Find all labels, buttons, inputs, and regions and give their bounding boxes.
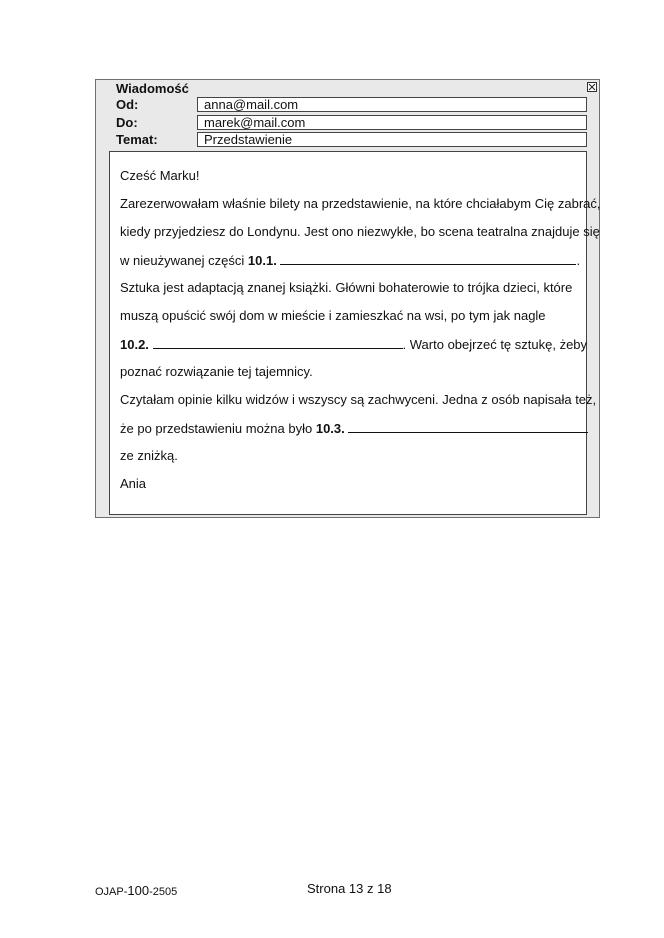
letter-line: Zarezerwowałam właśnie bilety na przedstawienie, na które chciałabym Cię zabrać, xyxy=(120,196,601,211)
letter-line: Sztuka jest adaptacją znanej książki. Główni bohaterowie to trójka dzieci, które xyxy=(120,280,573,295)
gap-answer-10-1[interactable] xyxy=(280,252,576,265)
letter-line: poznać rozwiązanie tej tajemnicy. xyxy=(120,364,313,379)
exam-code-suffix: -2505 xyxy=(149,886,178,898)
letter-line xyxy=(120,252,580,268)
exam-code xyxy=(95,883,177,898)
letter-line: Czytałam opinie kilku widzów i wszyscy są zachwyceni. Jedna z osób napisała też, xyxy=(120,392,597,407)
subject-field[interactable]: Przedstawienie xyxy=(197,132,587,147)
close-button[interactable] xyxy=(587,82,597,92)
exam-code-number: 100 xyxy=(127,883,150,898)
letter-text: w nieużywanej części xyxy=(120,253,248,268)
window-title: Wiadomość xyxy=(116,81,189,96)
gap-answer-10-2[interactable] xyxy=(153,336,403,349)
close-icon xyxy=(588,83,596,91)
from-field[interactable]: anna@mail.com xyxy=(197,97,587,112)
exam-code-prefix: OJAP- xyxy=(95,886,128,898)
gap-number: 10.2. xyxy=(120,337,149,352)
letter-line: ze zniżką. xyxy=(120,448,178,463)
to-label: Do: xyxy=(116,115,138,130)
gap-number: 10.1. xyxy=(247,253,277,268)
greeting: Cześć Marku! xyxy=(120,168,200,183)
subject-label: Temat: xyxy=(116,132,158,147)
letter-text: . xyxy=(576,253,581,268)
gap-answer-10-3[interactable] xyxy=(348,420,588,433)
message-window xyxy=(95,79,600,518)
message-body[interactable] xyxy=(109,151,601,515)
to-field[interactable]: marek@mail.com xyxy=(197,115,587,130)
letter-text: że po przedstawieniu można było xyxy=(120,421,316,436)
letter-line xyxy=(120,336,587,352)
from-label: Od: xyxy=(116,97,139,112)
letter-line: kiedy przyjedziesz do Londynu. Jest ono niezwykłe, bo scena teatralna znajduje się xyxy=(120,224,600,239)
letter-line: muszą opuścić swój dom w mieście i zamieszkać na wsi, po tym jak nagle xyxy=(120,308,546,323)
page-number: Strona 13 z 18 xyxy=(307,881,392,896)
signature: Ania xyxy=(120,476,147,491)
letter-text: . Warto obejrzeć tę sztukę, żeby xyxy=(402,337,588,352)
letter-line xyxy=(120,420,588,436)
gap-number: 10.3. xyxy=(315,421,345,436)
